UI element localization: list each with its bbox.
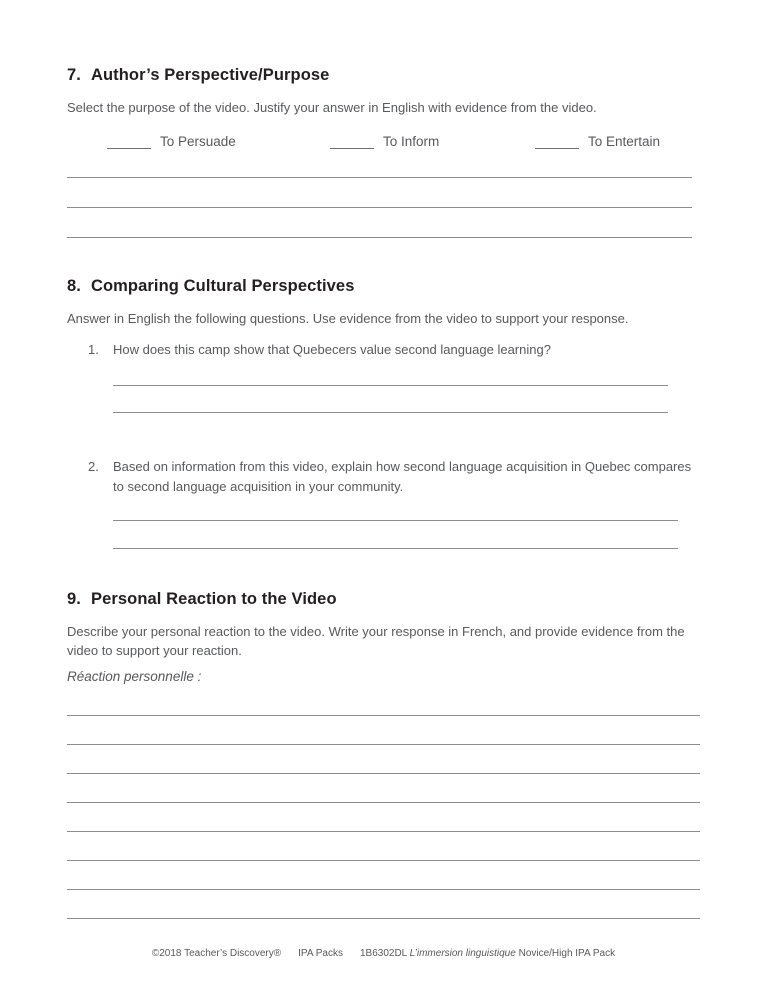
- footer-product-title: L’immersion linguistique: [409, 948, 516, 959]
- question-1-head: [67, 340, 700, 360]
- section-8-heading: [67, 276, 700, 296]
- answer-line: [67, 716, 700, 745]
- question-1-text: How does this camp show that Quebecers value second language learning?: [113, 342, 551, 357]
- question-2-answer-lines: [113, 497, 678, 549]
- section-9-instructions: Describe your personal reaction to the video. Write your response in French, and provide evidence from the video to support your reaction.: [67, 624, 685, 658]
- section-7-instructions: Select the purpose of the video. Justify your answer in English with evidence from the video.: [67, 100, 597, 115]
- option-label: To Inform: [383, 134, 440, 149]
- question-1-answer-lines: [113, 360, 668, 413]
- question-2-head: [67, 457, 700, 497]
- section-9-answer-lines: [67, 685, 700, 919]
- footer-product: [360, 948, 615, 960]
- question-2-number: 2.: [88, 459, 99, 474]
- answer-line: [67, 178, 692, 208]
- section-9-title: Personal Reaction to the Video: [90, 590, 337, 608]
- section-8-number: 8.: [67, 277, 81, 295]
- answer-line: [67, 861, 700, 890]
- answer-line: [113, 360, 668, 386]
- answer-line: [67, 890, 700, 919]
- answer-line: [113, 497, 678, 521]
- page-footer: [67, 948, 700, 960]
- footer-copyright: ©2018 Teacher’s Discovery®: [151, 948, 282, 959]
- question-1-number: 1.: [88, 342, 99, 357]
- section-8-instructions: Answer in English the following questions. Use evidence from the video to support your response.: [67, 311, 629, 326]
- answer-blank: [107, 136, 151, 149]
- question-2-text: Based on information from this video, explain how second language acquisition in Quebec compares to second language acquisition in your community.: [113, 459, 692, 494]
- section-9-heading: [67, 589, 700, 609]
- answer-blank: [535, 136, 579, 149]
- answer-line: [113, 386, 668, 413]
- answer-line: [67, 745, 700, 774]
- answer-line: [67, 774, 700, 803]
- footer-series: IPA Packs: [298, 948, 343, 959]
- purpose-options-row: [67, 134, 700, 149]
- section-comparing-cultural-perspectives: [67, 276, 700, 549]
- section-7-answer-lines: [67, 149, 692, 238]
- question-item-1: [67, 340, 700, 413]
- answer-line: [67, 208, 692, 238]
- answer-line: [67, 149, 692, 178]
- answer-blank: [330, 136, 374, 149]
- option-label: To Entertain: [588, 134, 661, 149]
- option-to-persuade: [107, 134, 236, 149]
- answer-line: [113, 521, 678, 549]
- section-7-number: 7.: [67, 66, 81, 84]
- question-item-2: [67, 457, 700, 549]
- footer-product-suffix: Novice/High IPA Pack: [515, 948, 616, 959]
- section-9-number: 9.: [67, 590, 81, 608]
- answer-line: [67, 803, 700, 832]
- section-7-title: Author’s Perspective/Purpose: [90, 66, 330, 84]
- option-label: To Persuade: [160, 134, 236, 149]
- answer-line: [67, 685, 700, 716]
- option-to-inform: [330, 134, 439, 149]
- section-7-heading: [67, 65, 700, 85]
- section-authors-perspective: [67, 65, 700, 238]
- section-personal-reaction: [67, 589, 700, 919]
- section-8-title: Comparing Cultural Perspectives: [90, 277, 355, 295]
- answer-line: [67, 832, 700, 861]
- reaction-prompt-label: Réaction personnelle :: [67, 669, 202, 684]
- footer-product-code: 1B6302DL: [359, 948, 410, 959]
- option-to-entertain: [535, 134, 660, 149]
